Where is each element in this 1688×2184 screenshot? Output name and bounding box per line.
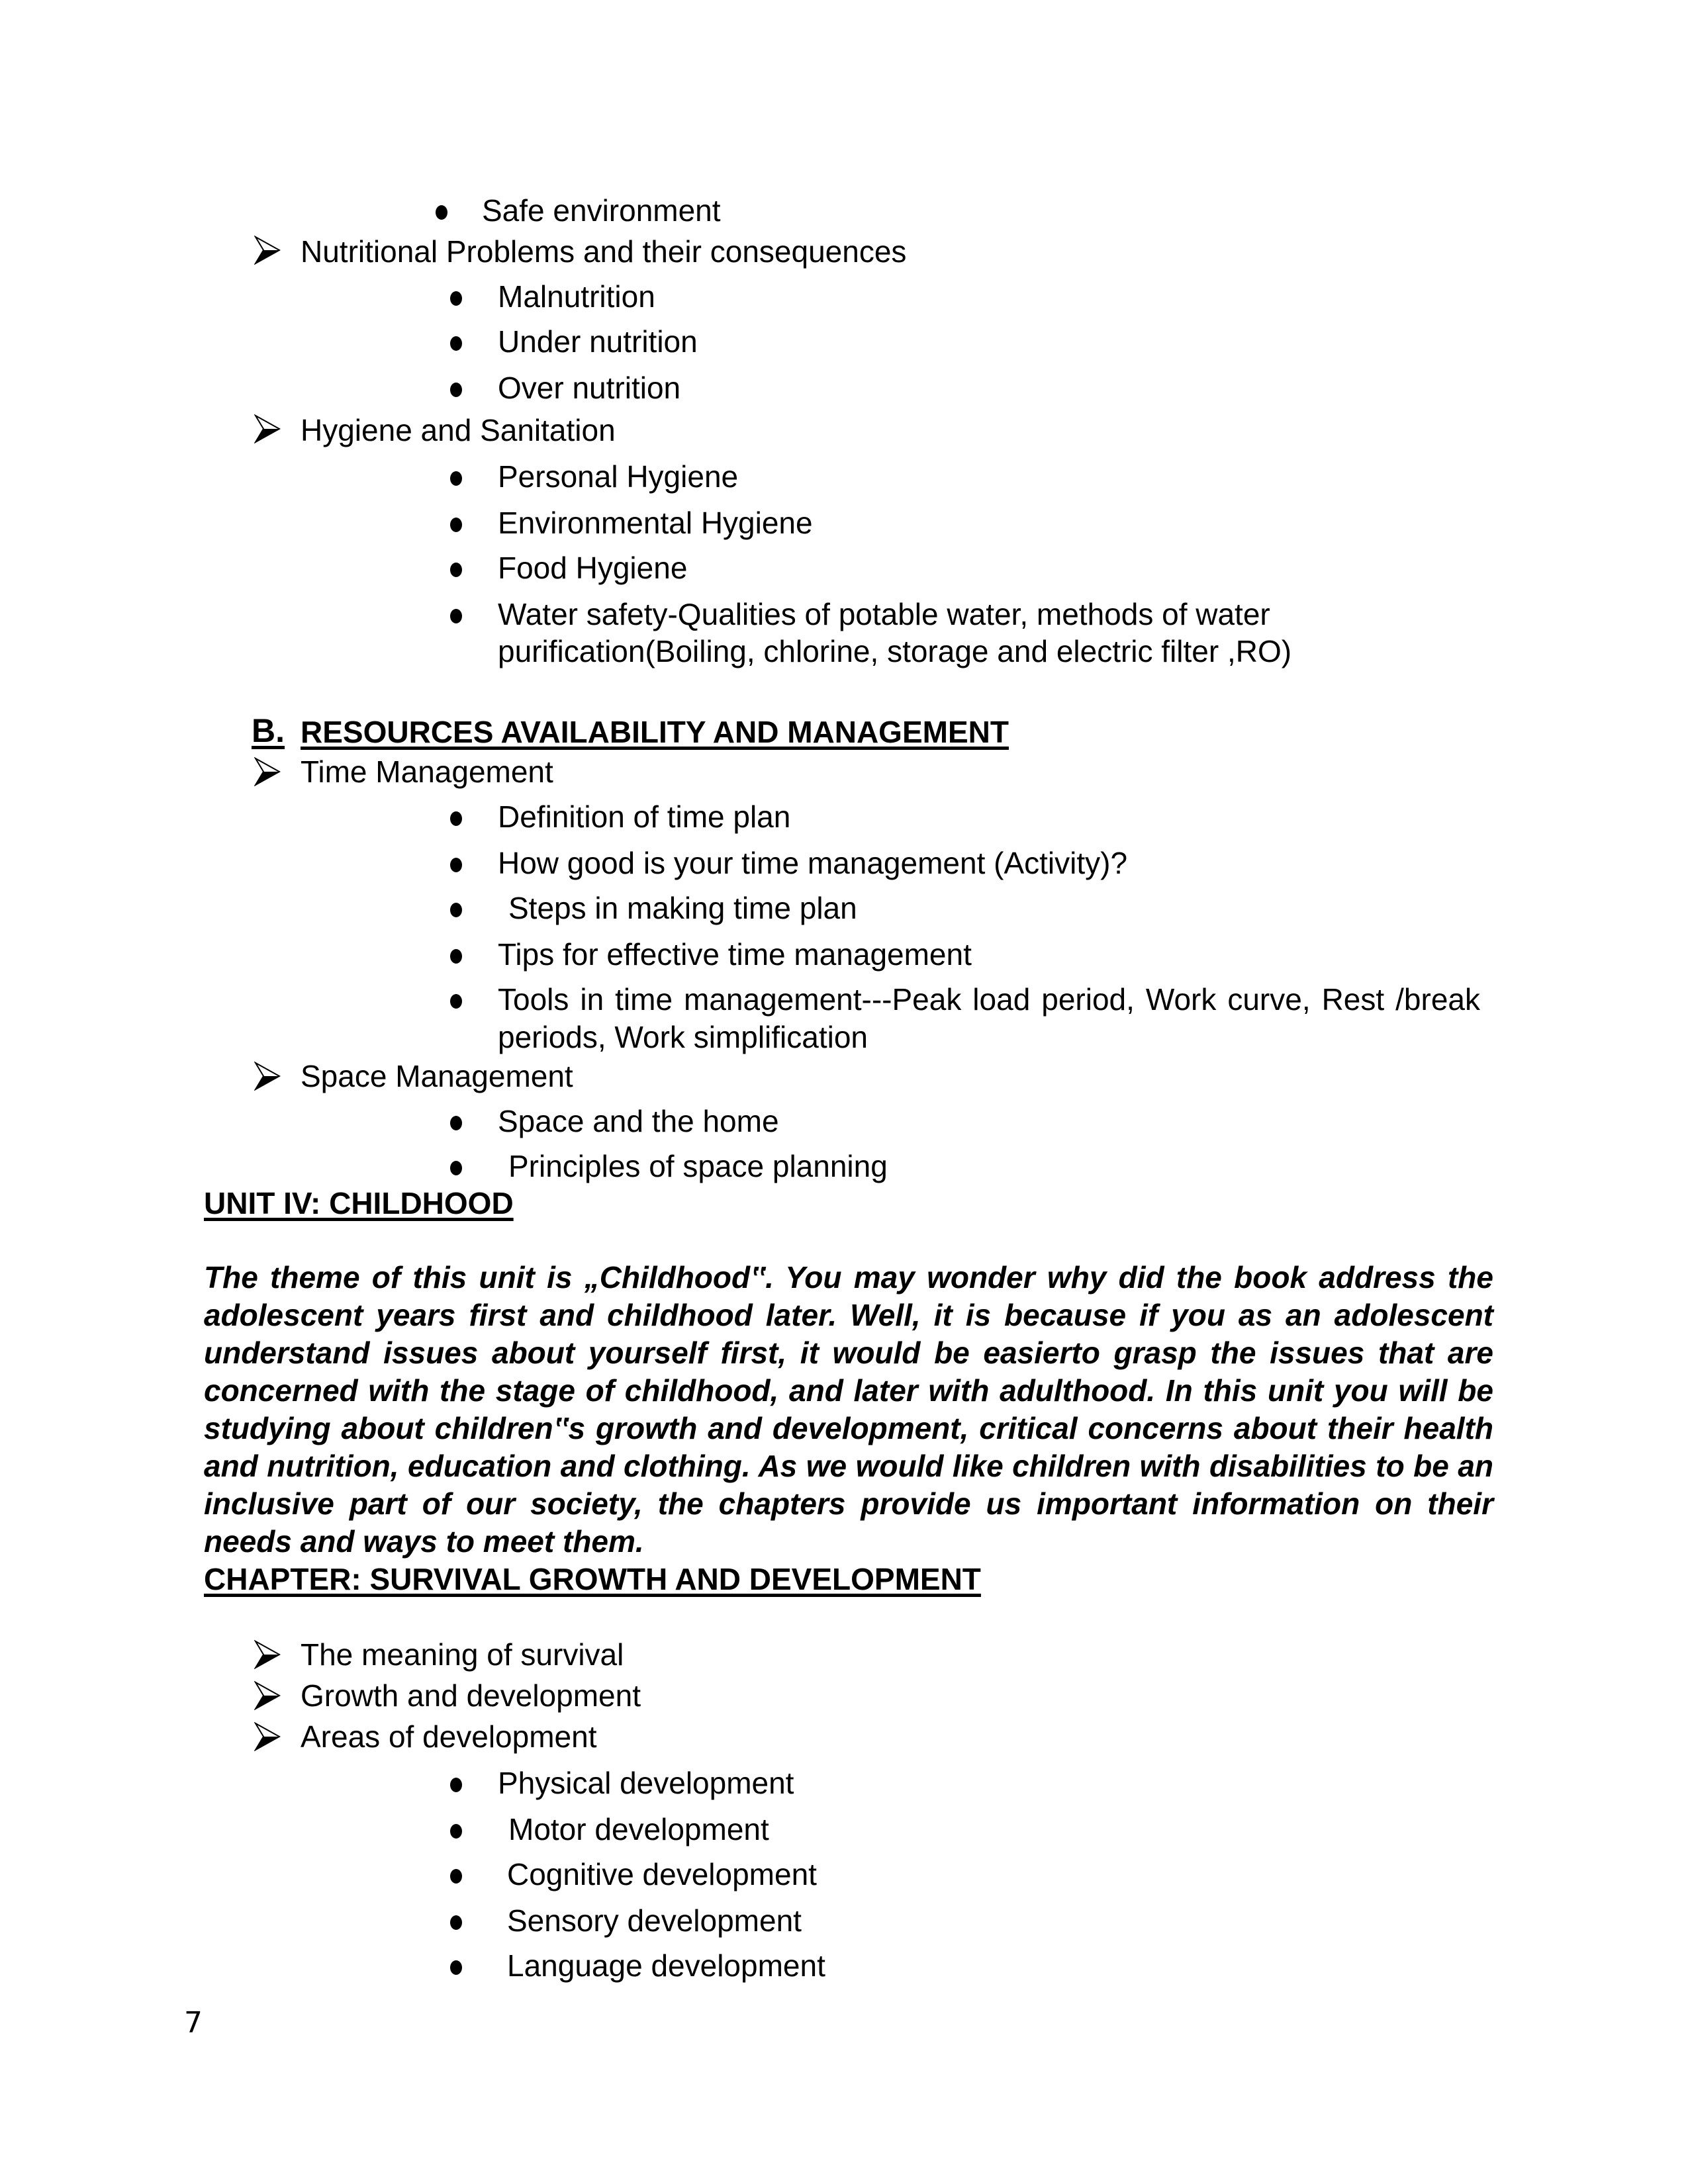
- arrow-bullet-icon: [254, 1062, 281, 1091]
- page-number: 7: [184, 2006, 203, 2040]
- chapter-title: CHAPTER: SURVIVAL GROWTH AND DEVELOPMENT: [204, 1562, 981, 1596]
- bullet-icon: [450, 1778, 462, 1792]
- bullet-icon: [450, 903, 462, 917]
- bullet-icon: [450, 336, 462, 351]
- list-item: Sensory development: [507, 1903, 802, 1938]
- bullet-icon: [450, 383, 462, 397]
- bullet-icon: [450, 858, 462, 872]
- bullet-icon: [450, 1824, 462, 1839]
- bullet-icon: [450, 811, 462, 826]
- list-item: Personal Hygiene: [498, 459, 739, 494]
- bullet-icon: [450, 471, 462, 486]
- list-item: Space Management: [301, 1059, 573, 1093]
- bullet-icon: [450, 1116, 462, 1130]
- section-letter: B.: [252, 712, 285, 749]
- bullet-icon: [450, 518, 462, 532]
- arrow-bullet-icon: [254, 1640, 281, 1669]
- list-item: Safe environment: [482, 193, 721, 228]
- bullet-icon: [450, 563, 462, 577]
- arrow-bullet-icon: [254, 757, 281, 786]
- list-item: [498, 981, 1480, 1056]
- bullet-icon: [450, 1915, 462, 1930]
- bullet-icon: [450, 1869, 462, 1884]
- list-item: Time Management: [301, 754, 553, 789]
- list-item-text: Tools in time management---Peak load period, Work curve, Rest /break periods, Work simplification: [498, 982, 1480, 1054]
- list-item: Growth and development: [301, 1678, 641, 1713]
- list-item: The meaning of survival: [301, 1637, 624, 1672]
- section-title: RESOURCES AVAILABILITY AND MANAGEMENT: [301, 715, 1009, 749]
- list-item: Tips for effective time management: [498, 937, 972, 972]
- list-item: Areas of development: [301, 1719, 597, 1754]
- bullet-icon: [450, 1960, 462, 1975]
- list-item: How good is your time management (Activity)?: [498, 846, 1128, 880]
- bullet-icon: [436, 205, 447, 220]
- unit-intro-paragraph: The theme of this unit is „Childhood‟. You may wonder why did the book address the adolescent years first and childhood later. Well, it is because if you as an adolescent understand issues about yourself first, it would be easierto grasp the issues that are concerned with the stage of childhood, and later with adulthood. In this unit you will be studying about children‟s growth and development, critical concerns about their health and nutrition, education and clothing. As we would like children with disabilities to be an inclusive part of our society, the chapters provide us important information on their needs and ways to meet them.: [204, 1260, 1493, 1559]
- bullet-icon: [450, 291, 462, 306]
- arrow-bullet-icon: [254, 1722, 281, 1751]
- unit-title: UNIT IV: CHILDHOOD: [204, 1186, 514, 1220]
- bullet-icon: [450, 1161, 462, 1175]
- list-item: Under nutrition: [498, 324, 698, 359]
- list-item: Definition of time plan: [498, 799, 791, 834]
- bullet-icon: [450, 994, 462, 1009]
- list-item: Steps in making time plan: [508, 891, 857, 925]
- list-item: Cognitive development: [507, 1857, 817, 1891]
- bullet-icon: [450, 949, 462, 964]
- arrow-bullet-icon: [254, 1681, 281, 1710]
- list-item: Language development: [507, 1948, 825, 1983]
- list-item: Environmental Hygiene: [498, 506, 813, 540]
- list-item: Physical development: [498, 1766, 794, 1800]
- arrow-bullet-icon: [254, 414, 281, 443]
- list-item: Hygiene and Sanitation: [301, 413, 616, 447]
- list-item: Nutritional Problems and their consequences: [301, 234, 907, 269]
- list-item: Over nutrition: [498, 371, 681, 405]
- list-item: Food Hygiene: [498, 551, 688, 585]
- arrow-bullet-icon: [254, 236, 281, 265]
- list-item: Malnutrition: [498, 279, 655, 314]
- list-item-continuation: purification(Boiling, chlorine, storage and electric filter ,RO): [498, 634, 1292, 668]
- list-item: Water safety-Qualities of potable water, methods of water: [498, 597, 1270, 631]
- list-item: Principles of space planning: [508, 1149, 888, 1183]
- bullet-icon: [450, 609, 462, 623]
- list-item: Space and the home: [498, 1104, 779, 1138]
- list-item: Motor development: [508, 1812, 769, 1846]
